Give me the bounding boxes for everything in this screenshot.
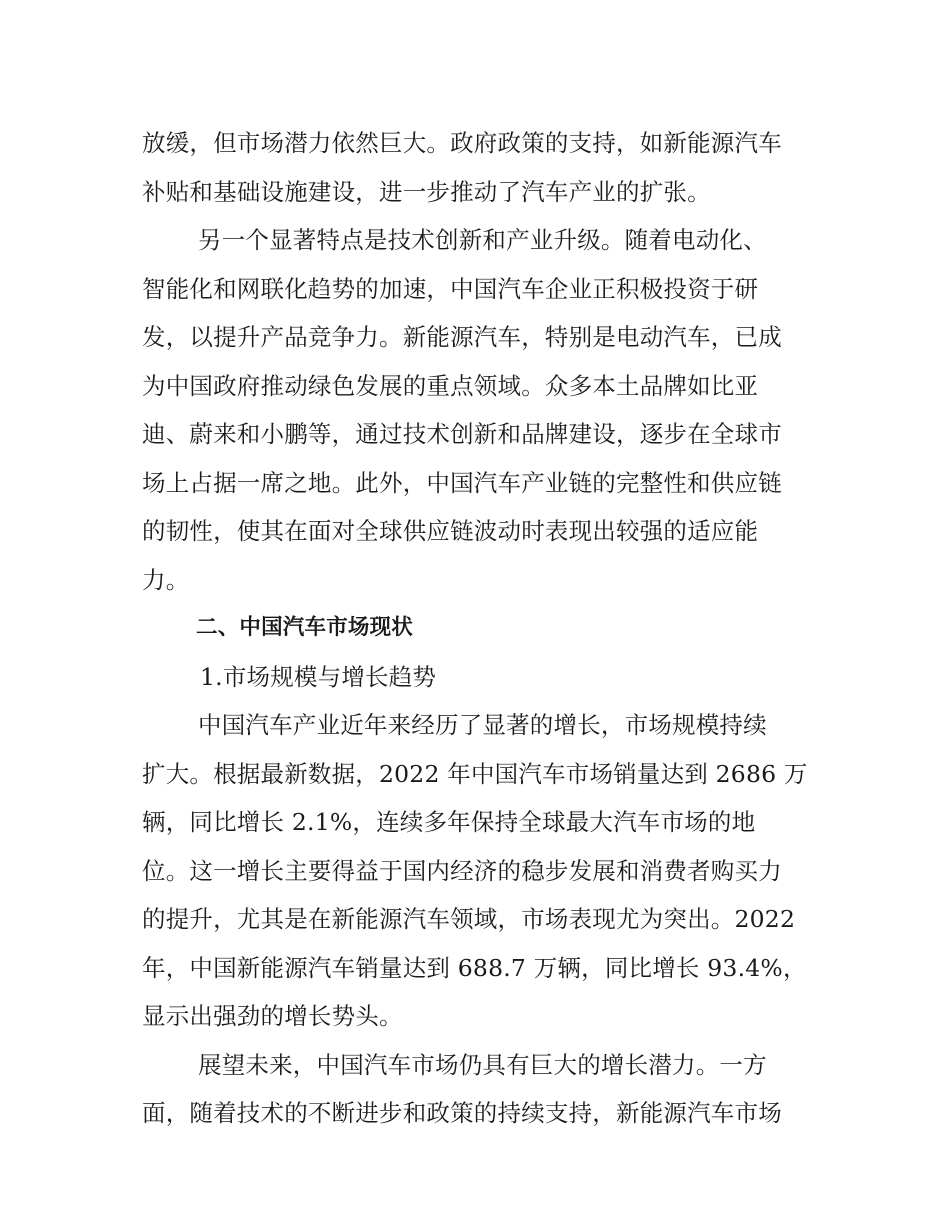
paragraph-line: 放缓，但市场潜力依然巨大。政府政策的支持，如新能源汽车 (142, 129, 782, 157)
section-heading: 二、中国汽车市场现状 (196, 615, 414, 640)
paragraph-line: 为中国政府推动绿色发展的重点领域。众多本土品牌如比亚 (142, 371, 759, 400)
paragraph-line: 面，随着技术的不断进步和政策的持续支持，新能源汽车市场 (142, 1099, 782, 1127)
paragraph-line: 年，中国新能源汽车销量达到 688.7 万辆，同比增长 93.4%， (142, 953, 807, 982)
paragraph-line: 另一个显著特点是技术创新和产业升级。随着电动化、 (198, 226, 767, 254)
document-body (142, 119, 810, 1138)
paragraph-line: 的韧性，使其在面对全球供应链波动时表现出较强的适应能 (142, 517, 759, 545)
paragraph-line: 辆，同比增长 2.1%，连续多年保持全球最大汽车市场的地 (142, 808, 756, 836)
paragraph-line: 中国汽车产业近年来经历了显著的增长，市场规模持续 (198, 711, 767, 739)
paragraph-line: 展望未来，中国汽车市场仍具有巨大的增长潜力。一方 (198, 1050, 767, 1079)
paragraph-line: 力。 (142, 565, 190, 594)
paragraph-line: 的提升，尤其是在新能源汽车领域，市场表现尤为突出。2022 (142, 905, 796, 933)
paragraph-line: 智能化和网联化趋势的加速，中国汽车企业正积极投资于研 (142, 274, 759, 303)
paragraph-line: 迪、蔚来和小鹏等，通过技术创新和品牌建设，逐步在全球市 (142, 420, 782, 448)
paragraph-line: 扩大。根据最新数据，2022 年中国汽车市场销量达到 2686 万 (142, 759, 808, 788)
subsection-heading: 1.市场规模与增长趋势 (200, 662, 437, 691)
paragraph-line: 显示出强劲的增长势头。 (142, 1002, 403, 1030)
paragraph-line: 场上占据一席之地。此外，中国汽车产业链的完整性和供应链 (142, 468, 782, 497)
paragraph-line: 补贴和基础设施建设，进一步推动了汽车产业的扩张。 (142, 177, 711, 206)
paragraph-line: 位。这一增长主要得益于国内经济的稳步发展和消费者购买力 (142, 856, 782, 885)
paragraph-line: 发，以提升产品竞争力。新能源汽车，特别是电动汽车，已成 (142, 323, 782, 351)
